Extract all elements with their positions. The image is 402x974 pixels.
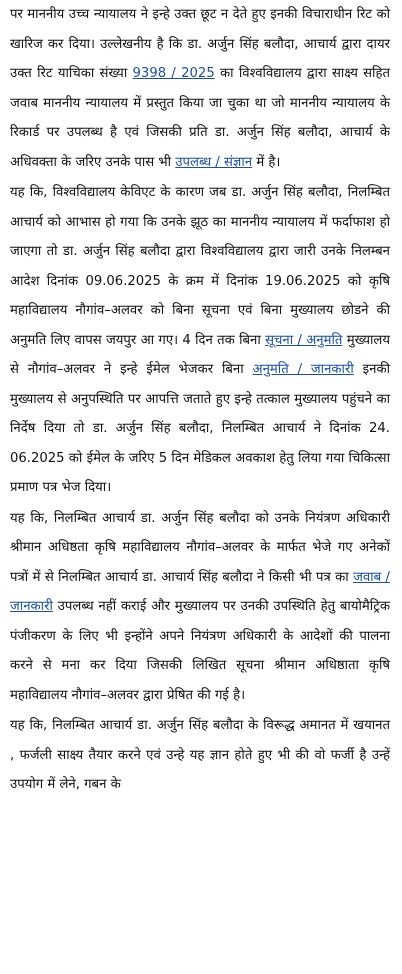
paragraph-text: का विश्वविद्यालय द्वारा साक्ष्य सहित जवाब माननीय न्यायालय में प्रस्तुत किया जा चुका था जो माननीय न्यायालय के रिकार्ड पर उपलब्ध है एवं जिसकी प्रति डा. अर्जुन सिंह बलौदा, आचार्य के अधिवक्ता के जरिए उनके पास भी [10,66,390,170]
paragraph-text: मुख्यालय से नौगांव–अलवर ने इन्हे ईमेल भेजकर बिना [10,332,390,377]
paragraph-text: यह कि, विश्वविद्यालय केविएट के कारण जब डा. अर्जुन सिंह बलौदा, निलम्बित आचार्य को आभास हो गया कि उनके झूठ का माननीय न्यायालय में फर्दाफाश हो जाएगा तो डा. अर्जुन सिंह बलौदा द्वारा विश्वविद्यालय द्वारा जारी उनके निलम्बन आदेश दिनांक 09.06.2025 के क्रम में दिनांक 19.06.2025 को कृषि महाविद्यालय नौगांव–अलवर को बिना सूचना एवं बिना मुख्यालय छोडने की अनुमति लिए वापस जयपुर आ गए। 4 दिन तक बिना [10,185,390,348]
paragraph [10,178,390,503]
paragraph [10,504,390,711]
information-permission-link[interactable]: सूचना / अनुमति [265,332,343,348]
paragraph-text: यह कि, निलम्बित आचार्य डा. अर्जुन सिंह बलौदा के विरूद्ध अमानत में खयानत , फर्जली साक्ष्य तैयार करने एवं उन्हे यह ज्ञान होते हुए भी की वो फर्जी है उन्हें उपयोग में लेने, गबन के [10,718,390,792]
paragraph-text: में है। [252,154,281,170]
paragraph-text: यह कि, निलम्बित आचार्य डा. अर्जुन सिंह बलौदा को उनके नियंत्रण अधिकारी श्रीमान अधिष्ठता कृषि महाविद्यालय नौगांव–अलवर के मार्फत भेजे गए अनेकों पत्रों में से निलम्बित आचार्य डा. आचार्य सिंह बलौदा ने किसी भी पत्र का [10,510,390,585]
writ-petition-number-link[interactable]: 9398 / 2025 [132,66,215,81]
availability-notice-link[interactable]: उपलब्ध / संज्ञान [175,154,253,170]
document-body [10,0,390,800]
paragraph [10,711,390,800]
paragraph-text: उपलब्ध नहीं कराई और मुख्यालय पर उनकी उपस्थिति हेतु बायोमैट्रिक पंजीकरण के लिए भी इन्होंने अपने नियंत्रण अधिकारी के आदेशों की पालना करने से मना कर दिया जिसकी लिखित सूचना श्रीमान अधिष्ठाता कृषि महाविद्यालय नौगांव–अलवर द्वारा प्रेषित की गई है। [10,599,390,703]
paragraph-text: पर माननीय उच्च न्यायालय ने इन्हे उक्त छूट न देते हुए इनकी विचाराधीन रिट को खारिज कर दिया। उल्लेखनीय है कि डा. अर्जुन सिंह बलौदा, आचार्य द्वारा दायर उक्त रिट याचिका संख्या [10,7,390,81]
paragraph-text: इनकी मुख्यालय से अनुपस्थिति पर आपत्ति जताते हुए इन्हे तत्काल मुख्यालय पहुंचने का निर्देष दिया तो डा. अर्जुन सिंह बलौदा, निलम्बित आचार्य ने दिनांक 24. 06.2025 को ईमेल के जरिए 5 दिन मेडिकल अवकाश हेतु लिया गया चिकित्सा प्रमाण पत्र भेज दिया। [10,362,390,495]
reply-information-link[interactable]: जवाब / जानकारी [10,569,390,614]
paragraph [10,0,390,177]
permission-information-link[interactable]: अनुमति / जानकारी [252,362,354,377]
